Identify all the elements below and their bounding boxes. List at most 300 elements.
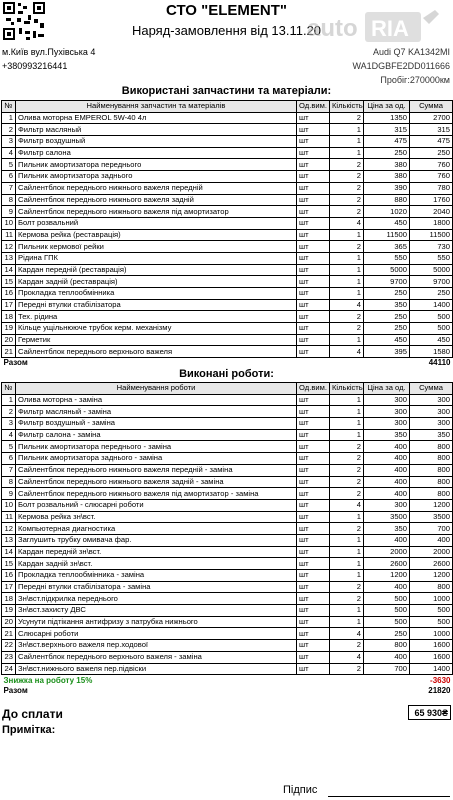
works-row [2,640,453,652]
works-unit-price: 500 [364,605,410,617]
works-unit-price: 350 [364,429,410,441]
parts-unit-price: 250 [364,323,410,335]
works-quantity: 1 [330,511,364,523]
svg-text:RIA: RIA [371,16,409,41]
works-col-header: Ціна за од. [364,383,410,395]
parts-quantity: 1 [330,264,364,276]
works-unit-price: 400 [364,534,410,546]
works-sum: 1200 [410,499,453,511]
parts-table-header [2,101,453,113]
works-unit: шт [297,628,330,640]
parts-unit: шт [297,171,330,183]
parts-item-name: Кільце ущільнююче трубок керм. механізму [16,323,297,335]
pay-value: 65 930₴ [408,705,451,720]
parts-item-name: Передні втулки стабілізатора [16,299,297,311]
works-unit-price: 500 [364,593,410,605]
parts-unit: шт [297,264,330,276]
works-total-row [2,686,453,697]
works-item-name: Сайлентблок переднього нижнього важеля передній - заміна [16,464,297,476]
works-row [2,476,453,488]
parts-unit: шт [297,288,330,300]
works-section-title: Виконані роботи: [179,368,274,380]
parts-quantity: 1 [330,229,364,241]
works-discount-row [2,675,453,686]
works-item-name: Компьютерная диагностика [16,523,297,535]
parts-row-number: 16 [2,288,16,300]
parts-row [2,252,453,264]
parts-sum: 1800 [410,217,453,229]
works-quantity: 2 [330,523,364,535]
parts-total-value: 44110 [428,358,451,368]
parts-row-number: 10 [2,217,16,229]
parts-unit-price: 380 [364,171,410,183]
works-sum: 300 [410,394,453,406]
works-row [2,651,453,663]
works-quantity: 4 [330,499,364,511]
works-sum: 350 [410,429,453,441]
parts-sum: 1400 [410,299,453,311]
parts-unit-price: 250 [364,311,410,323]
works-sum: 700 [410,523,453,535]
works-unit-price: 3500 [364,511,410,523]
parts-item-name: Фильтр салона [16,147,297,159]
works-quantity: 2 [330,441,364,453]
parts-row [2,311,453,323]
parts-unit: шт [297,217,330,229]
works-unit: шт [297,593,330,605]
parts-quantity: 2 [330,182,364,194]
works-quantity: 2 [330,464,364,476]
works-item-name: Зн\вст.захисту ДВС [16,605,297,617]
works-quantity: 2 [330,663,364,675]
parts-quantity: 1 [330,334,364,346]
parts-quantity: 1 [330,288,364,300]
parts-unit-price: 450 [364,334,410,346]
works-sum: 300 [410,418,453,430]
works-row [2,441,453,453]
works-unit-price: 400 [364,651,410,663]
parts-unit-price: 550 [364,252,410,264]
watermark-logo [305,4,450,46]
parts-row [2,112,453,124]
works-row [2,523,453,535]
parts-row-number: 13 [2,252,16,264]
parts-quantity: 4 [330,346,364,358]
parts-sum: 11500 [410,229,453,241]
works-quantity: 2 [330,453,364,465]
parts-row [2,217,453,229]
works-item-name: Зн\вст.нижнього важеля пер.підвіски [16,663,297,675]
parts-item-name: Герметик [16,334,297,346]
works-row-number: 5 [2,441,16,453]
works-quantity: 1 [330,394,364,406]
works-unit-price: 800 [364,640,410,652]
works-unit: шт [297,499,330,511]
works-row [2,429,453,441]
works-unit-price: 400 [364,581,410,593]
works-item-name: Заглушить трубку омивача фар. [16,534,297,546]
works-total-label: Разом [3,686,28,696]
parts-table [1,100,453,369]
works-unit: шт [297,558,330,570]
parts-row-number: 21 [2,346,16,358]
works-unit-price: 300 [364,499,410,511]
parts-unit-price: 11500 [364,229,410,241]
works-item-name: Слюсарні роботи [16,628,297,640]
works-row-number: 22 [2,640,16,652]
works-quantity: 1 [330,616,364,628]
works-row [2,511,453,523]
works-unit: шт [297,488,330,500]
parts-unit: шт [297,346,330,358]
works-unit: шт [297,523,330,535]
works-item-name: Сайлентблок переднього нижнього важеля задній - заміна [16,476,297,488]
document-subtitle: Наряд-замовлення від 13.11.20 [131,23,322,38]
works-row [2,628,453,640]
works-col-header: № [2,383,16,395]
works-unit-price: 300 [364,418,410,430]
works-row [2,406,453,418]
works-quantity: 2 [330,593,364,605]
works-row-number: 17 [2,581,16,593]
parts-unit-price: 380 [364,159,410,171]
works-row [2,581,453,593]
car-mileage: Пробіг:270000км [380,75,450,85]
parts-sum: 500 [410,323,453,335]
parts-row [2,194,453,206]
works-sum: 1600 [410,640,453,652]
parts-quantity: 2 [330,112,364,124]
works-unit-price: 400 [364,453,410,465]
works-row-number: 13 [2,534,16,546]
works-sum: 800 [410,476,453,488]
works-row-number: 24 [2,663,16,675]
parts-col-header: Кількість [330,101,364,113]
service-address-block [2,45,95,73]
parts-unit-price: 1350 [364,112,410,124]
parts-row-number: 2 [2,124,16,136]
parts-unit-price: 880 [364,194,410,206]
parts-item-name: Олива моторна EMPEROL 5W-40 4л [16,112,297,124]
works-quantity: 1 [330,418,364,430]
parts-item-name: Рідина ГПК [16,252,297,264]
works-unit-price: 400 [364,476,410,488]
parts-row [2,276,453,288]
works-unit-price: 2000 [364,546,410,558]
works-unit: шт [297,394,330,406]
parts-unit: шт [297,299,330,311]
parts-quantity: 2 [330,159,364,171]
works-quantity: 1 [330,558,364,570]
parts-unit: шт [297,323,330,335]
parts-item-name: Фильтр воздушный [16,136,297,148]
works-unit: шт [297,605,330,617]
parts-row-number: 14 [2,264,16,276]
parts-item-name: Сайлентблок переднього нижнього важеля задній [16,194,297,206]
parts-unit-price: 1020 [364,206,410,218]
works-sum: 800 [410,441,453,453]
works-total-value: 21820 [428,686,451,696]
parts-unit: шт [297,112,330,124]
works-quantity: 1 [330,406,364,418]
parts-unit-price: 315 [364,124,410,136]
works-row-number: 6 [2,453,16,465]
parts-unit: шт [297,206,330,218]
works-sum: 1600 [410,651,453,663]
parts-quantity: 1 [330,276,364,288]
works-item-name: Фильтр салона - заміна [16,429,297,441]
parts-quantity: 2 [330,171,364,183]
works-item-name: Кардан передній зн\вст. [16,546,297,558]
parts-row-number: 12 [2,241,16,253]
parts-sum: 550 [410,252,453,264]
works-sum: 1200 [410,570,453,582]
works-col-header: Сумма [410,383,453,395]
works-row [2,570,453,582]
parts-row [2,264,453,276]
parts-unit: шт [297,311,330,323]
signature-line [328,796,450,797]
works-unit-price: 400 [364,464,410,476]
parts-row-number: 8 [2,194,16,206]
works-item-name: Олива моторна - заміна [16,394,297,406]
parts-unit-price: 395 [364,346,410,358]
parts-sum: 760 [410,171,453,183]
parts-unit-price: 250 [364,147,410,159]
parts-sum: 250 [410,147,453,159]
parts-unit-price: 390 [364,182,410,194]
works-row [2,616,453,628]
parts-row-number: 9 [2,206,16,218]
parts-quantity: 2 [330,241,364,253]
works-sum: 400 [410,534,453,546]
parts-sum: 500 [410,311,453,323]
works-unit-price: 700 [364,663,410,675]
works-unit: шт [297,406,330,418]
works-row [2,558,453,570]
parts-sum: 250 [410,288,453,300]
pay-label: До сплати [2,707,63,721]
parts-row [2,159,453,171]
parts-item-name: Прокладка теплообмінника [16,288,297,300]
parts-item-name: Пильник кермової рейки [16,241,297,253]
works-row-number: 12 [2,523,16,535]
parts-sum: 760 [410,159,453,171]
works-quantity: 2 [330,581,364,593]
works-unit: шт [297,616,330,628]
service-address: м.Київ вул.Пухівська 4 [2,47,96,57]
parts-unit: шт [297,194,330,206]
works-row [2,488,453,500]
parts-quantity: 4 [330,299,364,311]
works-sum: 1000 [410,628,453,640]
parts-unit: шт [297,159,330,171]
works-row-number: 2 [2,406,16,418]
parts-unit-price: 350 [364,299,410,311]
parts-unit-price: 475 [364,136,410,148]
works-quantity: 1 [330,534,364,546]
works-discount-value: -3630 [430,675,451,685]
parts-unit-price: 450 [364,217,410,229]
works-quantity: 1 [330,429,364,441]
car-info-block [352,45,450,87]
parts-row-number: 6 [2,171,16,183]
parts-unit: шт [297,229,330,241]
parts-row-number: 7 [2,182,16,194]
works-unit: шт [297,534,330,546]
works-unit: шт [297,581,330,593]
works-unit-price: 400 [364,488,410,500]
works-unit-price: 300 [364,406,410,418]
parts-unit-price: 365 [364,241,410,253]
parts-unit: шт [297,334,330,346]
works-sum: 800 [410,581,453,593]
parts-quantity: 2 [330,323,364,335]
works-row-number: 14 [2,546,16,558]
works-sum: 2600 [410,558,453,570]
works-row-number: 15 [2,558,16,570]
works-unit-price: 300 [364,394,410,406]
parts-row-number: 4 [2,147,16,159]
works-row-number: 11 [2,511,16,523]
parts-item-name: Сайлентблок переднього нижнього важеля під амортизатор [16,206,297,218]
works-item-name: Зн\вст.верхнього важеля пер.ходової [16,640,297,652]
works-row [2,593,453,605]
parts-item-name: Тех. рідина [16,311,297,323]
works-col-header: Од.вим. [297,383,330,395]
parts-quantity: 2 [330,311,364,323]
parts-sum: 9700 [410,276,453,288]
parts-sum: 1580 [410,346,453,358]
parts-row-number: 1 [2,112,16,124]
parts-row-number: 17 [2,299,16,311]
works-item-name: Прокладка теплообмінника - заміна [16,570,297,582]
parts-sum: 450 [410,334,453,346]
works-sum: 800 [410,464,453,476]
works-row-number: 10 [2,499,16,511]
parts-item-name: Кардан задній (реставрація) [16,276,297,288]
parts-item-name: Пильник амортизатора заднього [16,171,297,183]
parts-unit: шт [297,252,330,264]
document-title: СТО "ELEMENT" [166,2,287,19]
parts-row-number: 3 [2,136,16,148]
parts-row [2,229,453,241]
works-unit-price: 500 [364,616,410,628]
note-label: Примітка: [2,724,56,736]
service-phone: +380993216441 [2,61,68,71]
works-row [2,546,453,558]
parts-sum: 2700 [410,112,453,124]
works-unit: шт [297,429,330,441]
parts-unit: шт [297,124,330,136]
works-col-header: Найменування роботи [16,383,297,395]
works-quantity: 1 [330,605,364,617]
svg-text:auto: auto [307,15,358,42]
parts-col-header: Сумма [410,101,453,113]
works-item-name: Усунути підтікання антифризу з патрубка нижнього [16,616,297,628]
works-quantity: 2 [330,488,364,500]
parts-col-header: № [2,101,16,113]
works-sum: 800 [410,488,453,500]
works-row-number: 19 [2,605,16,617]
works-row-number: 3 [2,418,16,430]
parts-col-header: Найменування запчастин та матеріалів [16,101,297,113]
parts-unit: шт [297,182,330,194]
parts-section-title: Використані запчастини та матеріали: [121,85,332,97]
parts-item-name: Кардан передній (реставрація) [16,264,297,276]
works-sum: 300 [410,406,453,418]
works-row [2,605,453,617]
works-discount-label: Знижка на роботу 15% [3,675,93,685]
works-quantity: 4 [330,651,364,663]
works-item-name: Сайлентблок переднього нижнього важеля під амортизатор - заміна [16,488,297,500]
works-quantity: 2 [330,640,364,652]
parts-quantity: 1 [330,124,364,136]
works-sum: 500 [410,616,453,628]
works-item-name: Кермова рейка зн\вст. [16,511,297,523]
parts-row-number: 19 [2,323,16,335]
works-row [2,453,453,465]
parts-col-header: Ціна за од. [364,101,410,113]
works-item-name: Фильтр воздушный - заміна [16,418,297,430]
works-row-number: 1 [2,394,16,406]
works-unit: шт [297,651,330,663]
works-unit-price: 1200 [364,570,410,582]
parts-sum: 1760 [410,194,453,206]
works-item-name: Передні втулки стабілізатора - заміна [16,581,297,593]
parts-item-name: Сайлентблок переднього верхнього важеля [16,346,297,358]
signature-label: Підпис [283,784,318,796]
works-row-number: 7 [2,464,16,476]
parts-row-number: 18 [2,311,16,323]
parts-item-name: Фильтр масляный [16,124,297,136]
works-sum: 1400 [410,663,453,675]
works-row [2,394,453,406]
works-row-number: 8 [2,476,16,488]
works-unit-price: 2600 [364,558,410,570]
parts-row-number: 15 [2,276,16,288]
works-row [2,499,453,511]
parts-sum: 730 [410,241,453,253]
works-unit: шт [297,418,330,430]
parts-sum: 315 [410,124,453,136]
works-quantity: 4 [330,628,364,640]
works-row-number: 21 [2,628,16,640]
works-row [2,663,453,675]
works-item-name: Пильник амортизатора заднього - заміна [16,453,297,465]
parts-item-name: Сайлентблок переднього нижнього важеля передній [16,182,297,194]
works-item-name: Кардан задній зн\вст. [16,558,297,570]
works-item-name: Болт розвальний - слюсарні роботи [16,499,297,511]
works-unit: шт [297,546,330,558]
works-quantity: 2 [330,476,364,488]
works-row-number: 20 [2,616,16,628]
parts-quantity: 2 [330,206,364,218]
works-unit: шт [297,464,330,476]
parts-quantity: 4 [330,217,364,229]
works-unit: шт [297,663,330,675]
parts-row [2,182,453,194]
works-row [2,418,453,430]
parts-quantity: 2 [330,194,364,206]
parts-row [2,299,453,311]
parts-unit: шт [297,136,330,148]
works-sum: 1000 [410,593,453,605]
works-item-name: Фильтр масляный - заміна [16,406,297,418]
parts-quantity: 1 [330,136,364,148]
works-sum: 3500 [410,511,453,523]
parts-col-header: Од.вим. [297,101,330,113]
